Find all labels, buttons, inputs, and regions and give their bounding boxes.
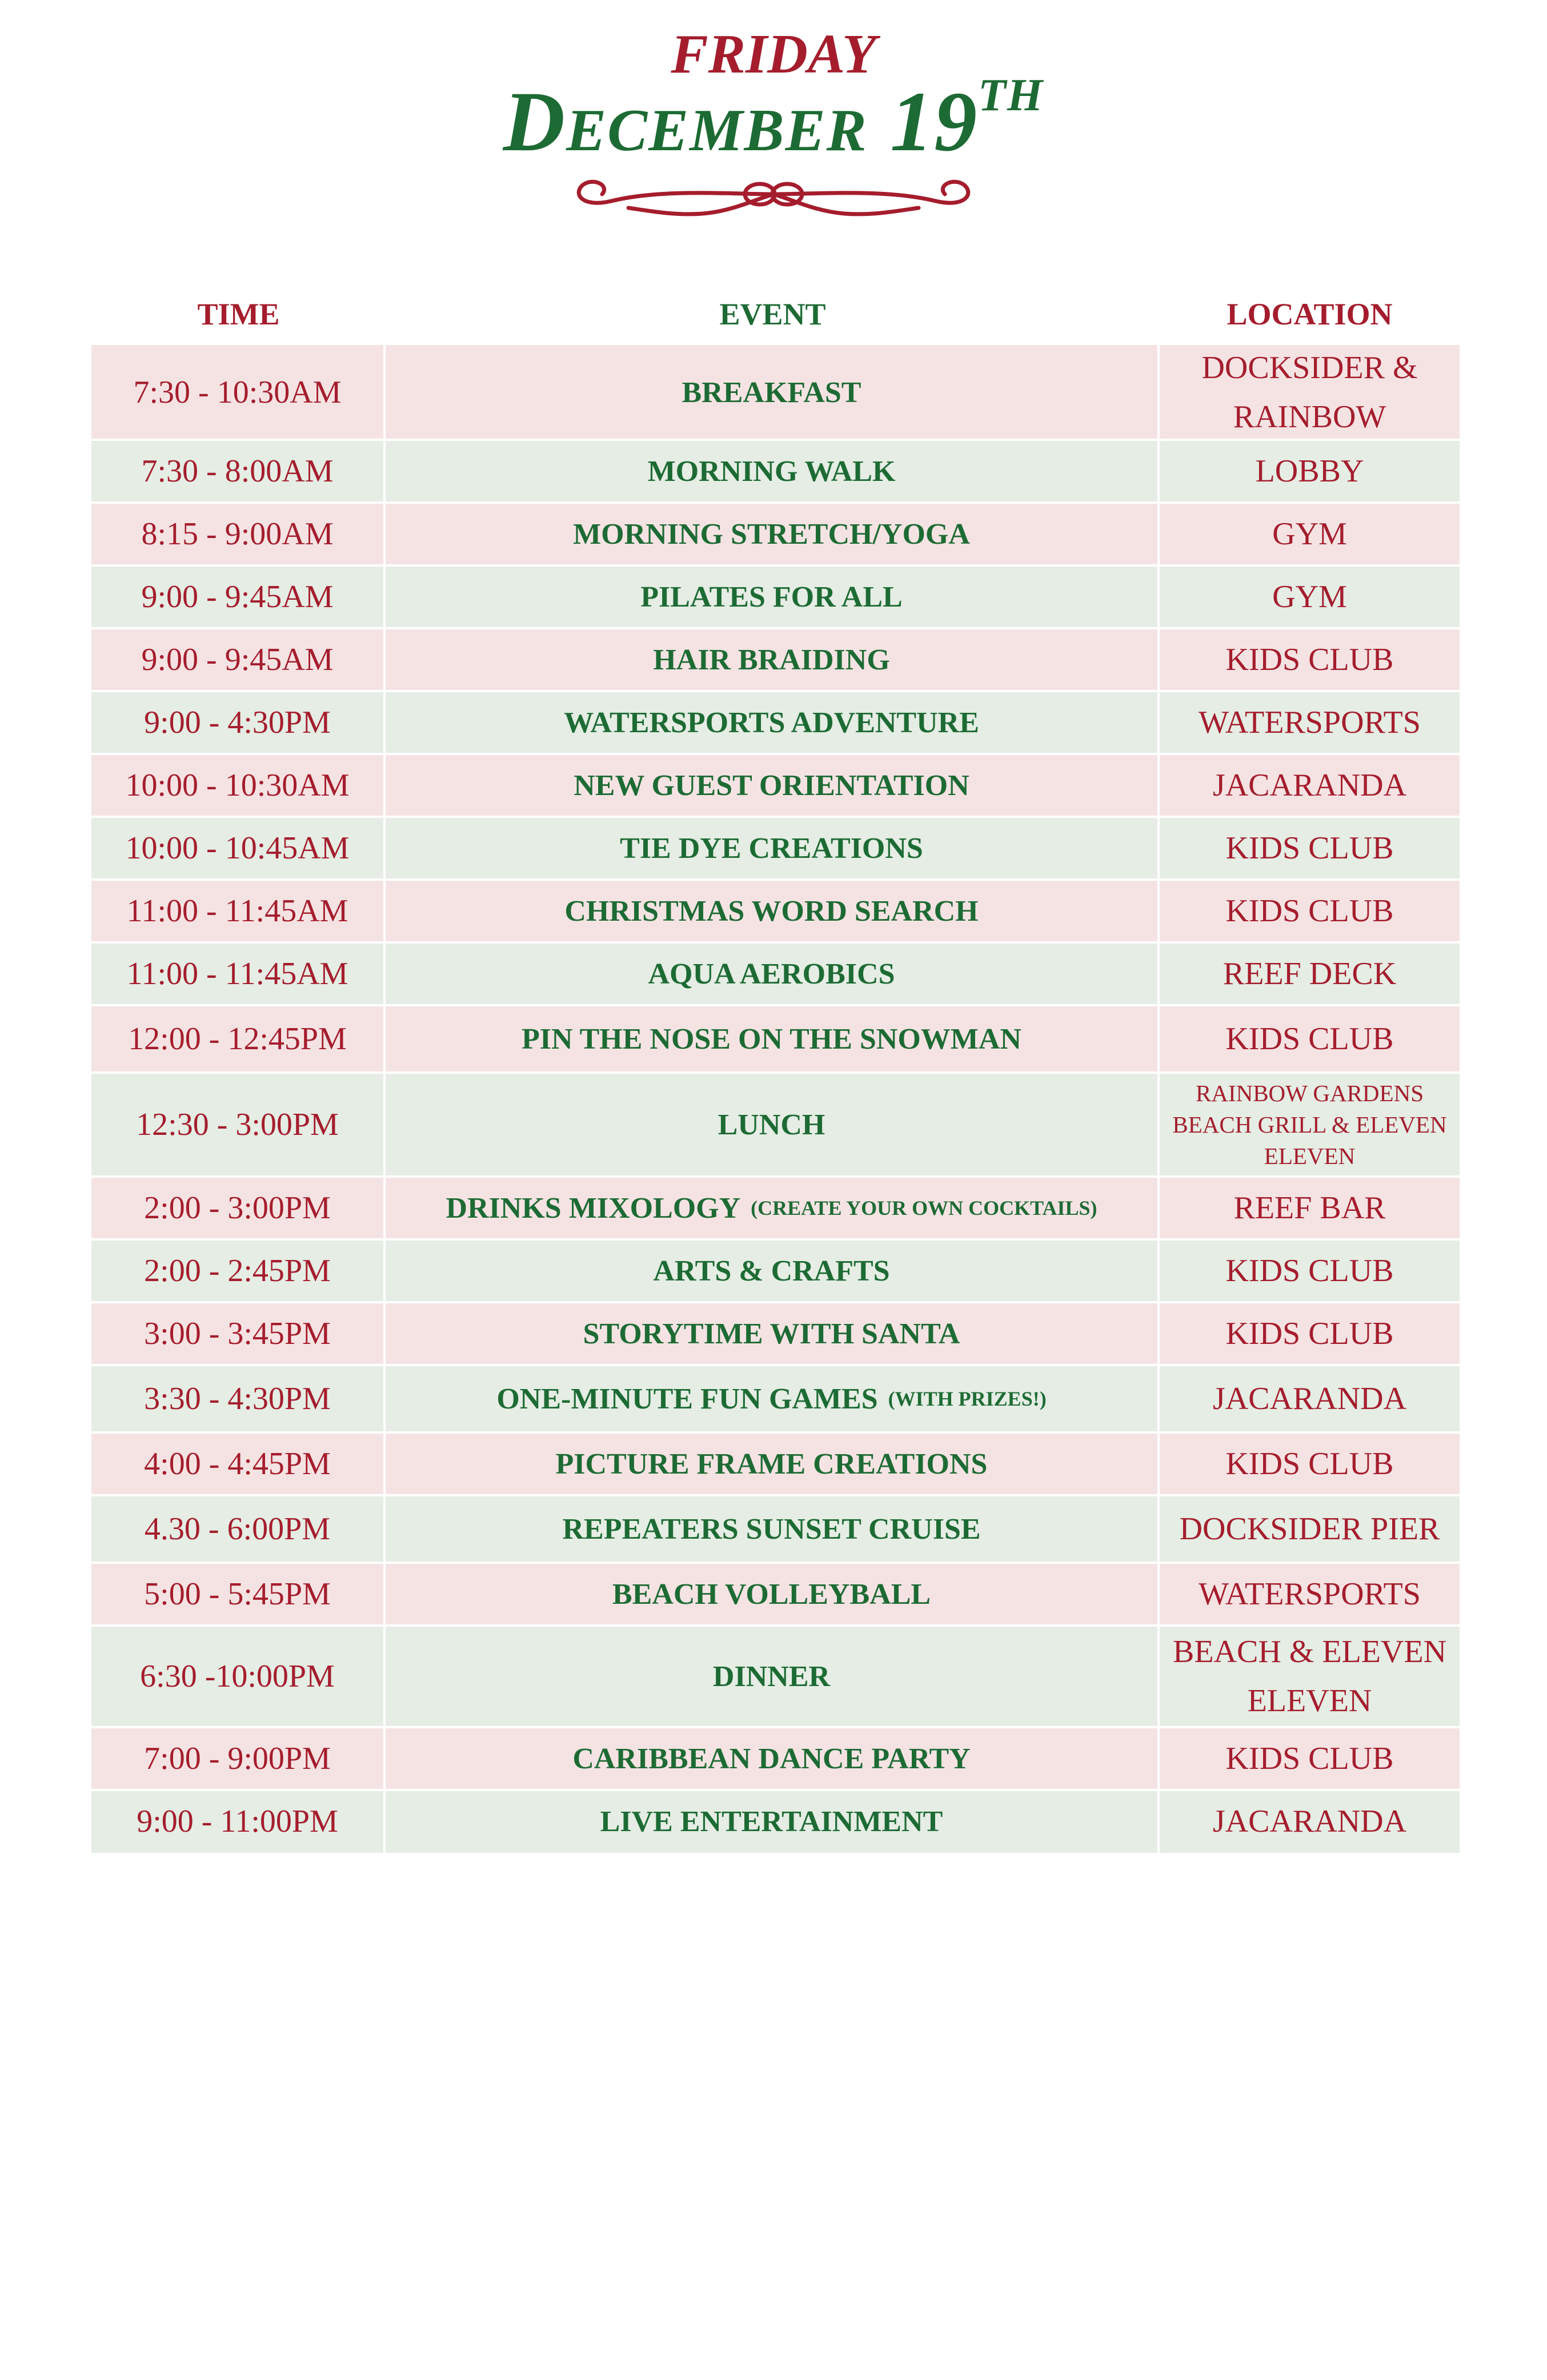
row-divider (91, 1494, 1460, 1496)
event-name-cell (386, 817, 1160, 880)
event-name-cell (386, 942, 1160, 1005)
event-name-cell (386, 1005, 1160, 1073)
event-name: AQUA AEROBICS (648, 957, 895, 990)
event-time: 11:00 - 11:45AM (91, 942, 386, 1005)
event-name-cell (386, 1790, 1160, 1853)
schedule-row (91, 1727, 1460, 1790)
event-name-cell (386, 1495, 1160, 1563)
event-name: BREAKFAST (682, 376, 861, 409)
event-note: (CREATE YOUR OWN COCKTAILS) (751, 1197, 1097, 1219)
event-location: RAINBOW GARDENS BEACH GRILL & ELEVEN ELEVEN (1172, 1079, 1447, 1169)
event-name: LIVE ENTERTAINMENT (600, 1805, 943, 1838)
event-location: KIDS CLUB (1225, 1021, 1394, 1057)
event-location: JACARANDA (1212, 1804, 1407, 1839)
event-name-cell (386, 1177, 1160, 1239)
event-name: REPEATERS SUNSET CRUISE (562, 1512, 981, 1546)
schedule-row (91, 817, 1460, 880)
event-name-cell (386, 880, 1160, 942)
event-time: 9:00 - 9:45AM (91, 628, 386, 691)
event-name-cell (386, 691, 1160, 754)
row-divider (91, 1431, 1460, 1434)
event-location: DOCKSIDER PIER (1179, 1511, 1440, 1547)
row-divider (91, 816, 1460, 818)
column-header-time: TIME (197, 297, 280, 331)
event-location: GYM (1272, 579, 1347, 615)
event-time: 12:00 - 12:45PM (91, 1005, 386, 1073)
schedule-row (91, 691, 1460, 754)
event-name-cell (386, 1626, 1160, 1727)
event-name: WATERSPORTS ADVENTURE (564, 706, 979, 739)
schedule-row (91, 565, 1460, 628)
event-location: KIDS CLUB (1225, 1253, 1394, 1289)
schedule-row (91, 1563, 1460, 1626)
event-name: PICTURE FRAME CREATIONS (555, 1447, 988, 1480)
event-location: KIDS CLUB (1225, 1741, 1394, 1776)
event-location: KIDS CLUB (1225, 1446, 1394, 1482)
event-name: NEW GUEST ORIENTATION (574, 769, 969, 802)
row-divider (91, 690, 1460, 692)
schedule-row (91, 1365, 1460, 1432)
event-name: BEACH VOLLEYBALL (612, 1578, 931, 1611)
row-divider (91, 1562, 1460, 1564)
event-time: 7:00 - 9:00PM (91, 1727, 386, 1790)
row-divider (91, 1301, 1460, 1303)
event-location: REEF BAR (1233, 1190, 1386, 1226)
event-name: MORNING STRETCH/YOGA (573, 517, 970, 551)
column-header-location: LOCATION (1227, 297, 1393, 331)
event-time: 11:00 - 11:45AM (91, 880, 386, 942)
event-time: 2:00 - 2:45PM (91, 1239, 386, 1302)
event-location: WATERSPORTS (1199, 705, 1421, 740)
column-header-event: EVENT (719, 297, 826, 331)
event-name-cell (386, 1302, 1160, 1365)
event-time: 4.30 - 6:00PM (91, 1495, 386, 1563)
schedule-row (91, 503, 1460, 565)
row-divider (91, 1071, 1460, 1074)
event-time: 3:00 - 3:45PM (91, 1302, 386, 1365)
schedule-row (91, 1626, 1460, 1727)
event-name: ARTS & CRAFTS (653, 1254, 890, 1287)
event-time: 10:00 - 10:45AM (91, 817, 386, 880)
event-time: 8:15 - 9:00AM (91, 503, 386, 565)
event-time: 9:00 - 9:45AM (91, 565, 386, 628)
row-divider (91, 1726, 1460, 1728)
event-name: TIE DYE CREATIONS (620, 832, 923, 865)
event-name: HAIR BRAIDING (653, 643, 890, 676)
event-name-cell (386, 1727, 1160, 1790)
event-time: 2:00 - 3:00PM (91, 1177, 386, 1239)
event-name: LUNCH (718, 1108, 825, 1141)
event-location: GYM (1272, 516, 1347, 552)
schedule-row (91, 1005, 1460, 1073)
event-time: 4:00 - 4:45PM (91, 1432, 386, 1495)
event-time: 9:00 - 11:00PM (91, 1790, 386, 1853)
event-name-cell (386, 754, 1160, 817)
event-name: ONE-MINUTE FUN GAMES (496, 1382, 878, 1415)
event-name: STORYTIME WITH SANTA (583, 1317, 960, 1350)
event-time: 7:30 - 10:30AM (91, 345, 386, 440)
event-location: KIDS CLUB (1225, 830, 1394, 866)
row-divider (91, 941, 1460, 944)
event-name: DRINKS MIXOLOGY (446, 1191, 741, 1225)
event-time: 12:30 - 3:00PM (91, 1073, 386, 1177)
event-name-cell (386, 1432, 1160, 1495)
event-name: MORNING WALK (647, 455, 896, 488)
event-name-cell (386, 1073, 1160, 1177)
schedule-row (91, 1177, 1460, 1239)
row-divider (91, 1004, 1460, 1006)
event-location: KIDS CLUB (1225, 1316, 1394, 1351)
event-name: PIN THE NOSE ON THE SNOWMAN (521, 1022, 1021, 1055)
date-title (0, 70, 1547, 170)
event-time: 5:00 - 5:45PM (91, 1563, 386, 1626)
date-main: December 19 (503, 74, 979, 169)
schedule-row (91, 1432, 1460, 1495)
event-location: BEACH & ELEVEN ELEVEN (1172, 1634, 1447, 1719)
event-location: KIDS CLUB (1225, 893, 1394, 929)
schedule-row (91, 1302, 1460, 1365)
schedule-row (91, 440, 1460, 503)
row-divider (91, 439, 1460, 441)
event-time: 6:30 -10:00PM (91, 1626, 386, 1727)
event-location: JACARANDA (1212, 768, 1407, 803)
event-time: 7:30 - 8:00AM (91, 440, 386, 503)
event-location: WATERSPORTS (1199, 1576, 1421, 1612)
event-name-cell (386, 440, 1160, 503)
event-name-cell (386, 1563, 1160, 1626)
schedule-row (91, 1073, 1460, 1177)
schedule-row (91, 942, 1460, 1005)
event-location: DOCKSIDER & RAINBOW (1201, 350, 1418, 435)
event-location: KIDS CLUB (1225, 642, 1394, 677)
row-divider (91, 627, 1460, 629)
event-name-cell (386, 628, 1160, 691)
row-divider (91, 1624, 1460, 1627)
schedule-row (91, 880, 1460, 942)
row-divider (91, 564, 1460, 567)
event-time: 10:00 - 10:30AM (91, 754, 386, 817)
schedule-row (91, 345, 1460, 440)
schedule-row (91, 1239, 1460, 1302)
event-name-cell (386, 503, 1160, 565)
event-name-cell (386, 1365, 1160, 1432)
event-name-cell (386, 1239, 1160, 1302)
day-title: FRIDAY (671, 23, 876, 85)
row-divider (91, 878, 1460, 881)
row-divider (91, 1238, 1460, 1241)
event-location: REEF DECK (1223, 956, 1397, 992)
event-location: JACARANDA (1212, 1381, 1407, 1416)
schedule-row (91, 1495, 1460, 1563)
event-name-cell (386, 565, 1160, 628)
row-divider (91, 1175, 1460, 1178)
event-name-cell (386, 345, 1160, 440)
event-time: 9:00 - 4:30PM (91, 691, 386, 754)
schedule-table (91, 345, 1460, 1853)
row-divider (91, 1364, 1460, 1366)
event-location: LOBBY (1255, 453, 1364, 489)
schedule-row (91, 1790, 1460, 1853)
schedule-row (91, 754, 1460, 817)
date-suffix: TH (978, 70, 1044, 121)
row-divider (91, 753, 1460, 755)
event-time: 3:30 - 4:30PM (91, 1365, 386, 1432)
flourish-ornament (560, 166, 987, 234)
event-name: DINNER (712, 1660, 831, 1693)
schedule-row (91, 628, 1460, 691)
event-name: CARIBBEAN DANCE PARTY (572, 1742, 971, 1775)
event-name: CHRISTMAS WORD SEARCH (564, 894, 979, 928)
row-divider (91, 501, 1460, 504)
event-name: PILATES FOR ALL (640, 580, 903, 613)
row-divider (91, 1789, 1460, 1791)
event-note: (WITH PRIZES!) (888, 1387, 1047, 1410)
